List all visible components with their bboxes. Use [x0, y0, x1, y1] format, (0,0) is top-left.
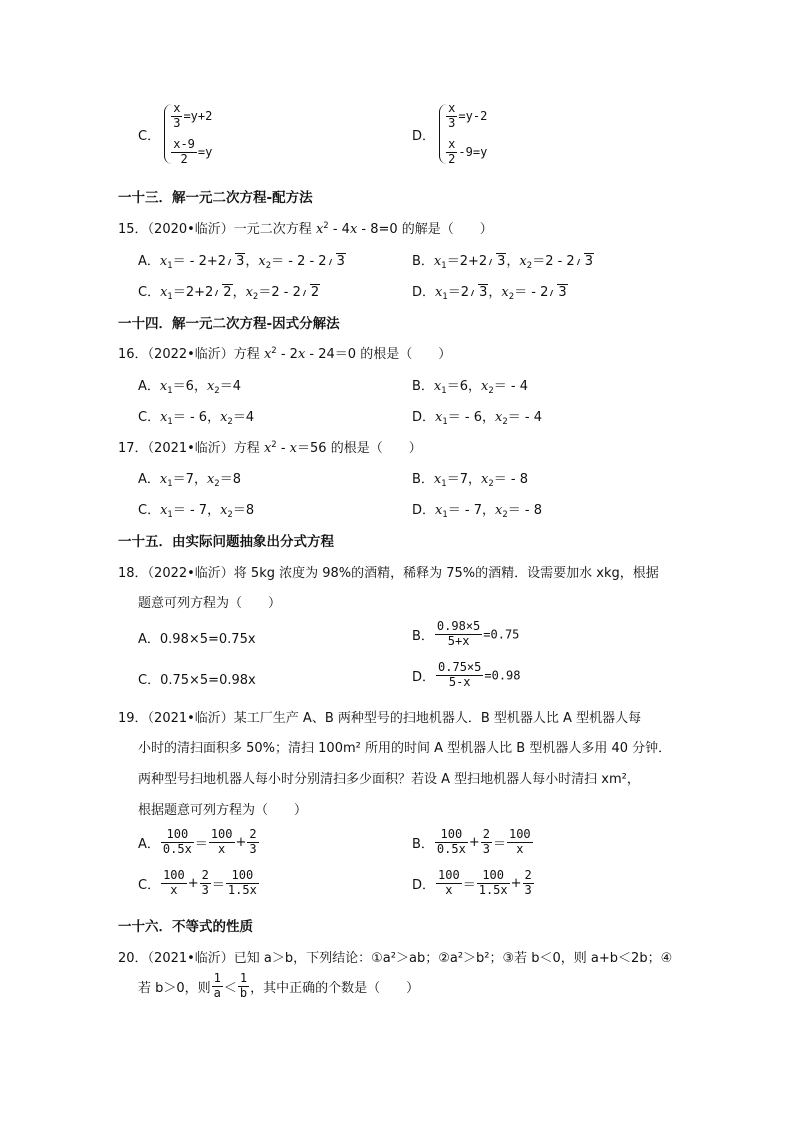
question-19-line3: 两种型号扫地机器人每小时分别清扫多少面积？若设 A 型扫地机器人每小时清扫 xm²， — [138, 772, 640, 787]
q19-option-c[interactable]: C． $\frac{100}{x}$ + $\frac{2}{3}$ ＝ $\frac{100}{1.5x}$ — [138, 868, 257, 897]
question-17: 17．（2021•临沂）方程 $x^2 - x=56$ 的根是（ ） — [118, 440, 422, 456]
q15-option-a[interactable]: A．$x_1= - 2+2$ 3，$x_2= - 2 - 2$ 3 — [138, 254, 345, 271]
q15-option-c[interactable]: C．$x_1=2+2$ 2，$x_2=2 - 2$ 2 — [138, 285, 320, 302]
q19-option-b[interactable]: B． $\frac{100}{0.5x}$ + $\frac{2}{3}$ ＝ $\frac{100}{x}$ — [412, 827, 531, 856]
equation-system: $\frac{x}{3}$ =y+2 $\frac{x-9}{2}$ =y — [164, 104, 212, 164]
question-18-line2: 题意可列方程为（ ） — [138, 596, 282, 611]
question-19-line1: 19．（2021•临沂）某工厂生产 A、B 两种型号的扫地机器人．B 型机器人比 A 型机器人每 — [118, 711, 642, 726]
question-18-line1: 18．（2022•临沂）将 5kg 浓度为 98%的酒精，稀释为 75%的酒精．设需要加水 xkg，根据 — [118, 566, 659, 581]
section-heading-16: 一十六．不等式的性质 — [118, 919, 253, 935]
section-heading-13: 一十三．解一元二次方程-配方法 — [118, 190, 313, 206]
option-letter: D． — [412, 128, 436, 144]
question-19-line4: 根据题意可列方程为（ ） — [138, 803, 308, 818]
q16-option-a[interactable]: A．$x_1=6$，$x_2=4$ — [138, 379, 241, 396]
q19-option-d[interactable]: D． $\frac{100}{x}$ ＝ $\frac{100}{1.5x}$ + $\frac{2}{3}$ — [412, 868, 532, 897]
q15-option-b[interactable]: B．$x_1=2+2$ 3，$x_2=2 - 2$ 3 — [412, 254, 593, 271]
question-19-line2: 小时的清扫面积多 50%；清扫 100m² 所用的时间 A 型机器人比 B 型机器人多用 40 分钟． — [138, 741, 672, 756]
option-letter: C． — [138, 128, 161, 144]
q17-option-b[interactable]: B．$x_1=7$，$x_2= - 8$ — [412, 472, 528, 489]
section-heading-14: 一十四．解一元二次方程-因式分解法 — [118, 316, 340, 332]
q18-option-d[interactable]: D． $\frac{0.75\times 5}{5-x}$ =0.98 — [412, 660, 521, 689]
q14-option-c[interactable] — [138, 100, 213, 166]
q16-option-b[interactable]: B．$x_1=6$，$x_2= - 4$ — [412, 379, 528, 396]
q18-option-c[interactable]: C．0.75×5=0.98x — [138, 673, 256, 688]
q14-option-d[interactable] — [412, 100, 488, 166]
q15-option-d[interactable]: D．$x_1=2$ 3，$x_2= - 2$ 3 — [412, 285, 567, 302]
q18-option-a[interactable]: A．0.98×5=0.75x — [138, 632, 256, 647]
q16-option-c[interactable]: C．$x_1= - 6$，$x_2=4$ — [138, 410, 255, 427]
question-20-line1: 20．（2021•临沂）已知 a＞b，下列结论：①a²＞ab；②a²＞b²；③若 b＜0，则 a+b＜2b；④ — [118, 951, 673, 966]
q17-option-d[interactable]: D．$x_1= - 7$，$x_2= - 8$ — [412, 503, 543, 520]
equation-system: $\frac{x}{3}$ =y-2 $\frac{x}{2}$ -9=y — [439, 104, 487, 164]
q18-option-b[interactable]: B． $\frac{0.98\times 5}{5+x}$ =0.75 — [412, 619, 520, 648]
q19-option-a[interactable]: A． $\frac{100}{0.5x}$ ＝ $\frac{100}{x}$ + $\frac{2}{3}$ — [138, 827, 257, 856]
q17-option-a[interactable]: A．$x_1=7$，$x_2=8$ — [138, 472, 241, 489]
q17-option-c[interactable]: C．$x_1= - 7$，$x_2=8$ — [138, 503, 255, 520]
question-15: 15．（2020•临沂）一元二次方程 $x^2 - 4x - 8=0$ 的解是（ ） — [118, 221, 493, 237]
section-heading-15: 一十五．由实际问题抽象出分式方程 — [118, 534, 334, 550]
question-20-line2: 若 b＞0，则 $\frac{1}{a}$ ＜ $\frac{1}{b}$ ，其中正确的个数是（ ） — [138, 971, 420, 1000]
question-16: 16．（2022•临沂）方程 $x^2 - 2x - 24=0$ 的根是（ ） — [118, 346, 452, 362]
q16-option-d[interactable]: D．$x_1= - 6$，$x_2= - 4$ — [412, 410, 543, 427]
